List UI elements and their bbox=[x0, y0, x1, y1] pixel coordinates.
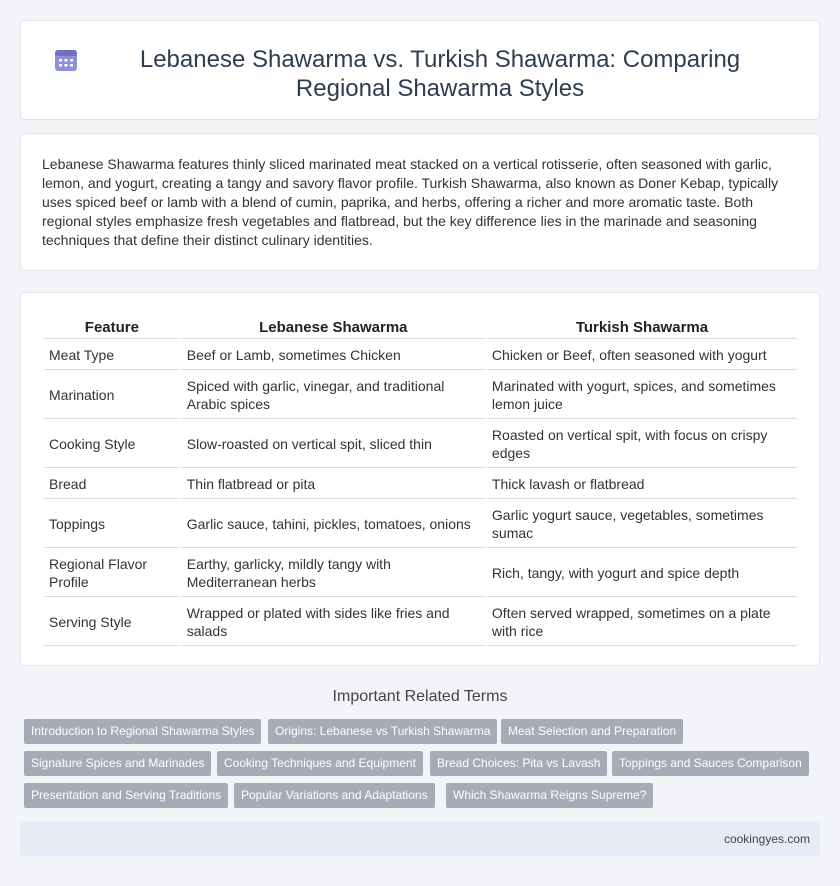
table-header-row bbox=[44, 318, 797, 339]
footer-site[interactable]: cookingyes.com bbox=[723, 832, 810, 846]
table-cell: Earthy, garlicky, mildly tangy with Mediterranean herbs bbox=[182, 550, 485, 597]
table-cell: Marinated with yogurt, spices, and sometimes lemon juice bbox=[487, 372, 797, 419]
table-cell: Chicken or Beef, often seasoned with yogurt bbox=[487, 341, 797, 370]
related-tag[interactable]: Toppings and Sauces Comparison bbox=[612, 751, 809, 776]
table-cell: Roasted on vertical spit, with focus on crispy edges bbox=[487, 421, 797, 468]
table-row bbox=[44, 421, 797, 468]
table-cell: Spiced with garlic, vinegar, and traditional Arabic spices bbox=[182, 372, 485, 419]
related-tag[interactable]: Introduction to Regional Shawarma Styles bbox=[24, 719, 261, 744]
table-cell: Bread bbox=[44, 470, 180, 499]
table-cell: Wrapped or plated with sides like fries and salads bbox=[182, 599, 485, 646]
table-row bbox=[44, 470, 797, 499]
related-tag[interactable]: Bread Choices: Pita vs Lavash bbox=[430, 751, 607, 776]
comparison-table bbox=[42, 316, 799, 648]
table-cell: Slow-roasted on vertical spit, sliced thin bbox=[182, 421, 485, 468]
table-row bbox=[44, 501, 797, 548]
table-cell: Marination bbox=[44, 372, 180, 419]
table-cell: Often served wrapped, sometimes on a plate with rice bbox=[487, 599, 797, 646]
related-tag[interactable]: Presentation and Serving Traditions bbox=[24, 783, 228, 808]
table-cell: Cooking Style bbox=[44, 421, 180, 468]
table-cell: Toppings bbox=[44, 501, 180, 548]
intro-paragraph: Lebanese Shawarma features thinly sliced marinated meat stacked on a vertical rotisserie, often seasoned with garlic, lemon, and yogurt, creating a tangy and savory flavor profile. Turkish Shawarma, also known as Doner Kebap, typically uses spiced beef or lamb with a blend of cumin, paprika, and herbs, offering a richer and more aromatic taste. Both regional styles emphasize fresh vegetables and flatbread, but the key difference lies in the marinade and seasoning techniques that define their distinct culinary identities. bbox=[42, 156, 779, 248]
table-row bbox=[44, 341, 797, 370]
header-feature: Feature bbox=[44, 318, 180, 339]
page-title: Lebanese Shawarma vs. Turkish Shawarma: Comparing Regional Shawarma Styles bbox=[139, 46, 741, 102]
table-cell: Beef or Lamb, sometimes Chicken bbox=[182, 341, 485, 370]
table-row bbox=[44, 550, 797, 597]
table-cell: Meat Type bbox=[44, 341, 180, 370]
table-row bbox=[44, 599, 797, 646]
table-cell: Serving Style bbox=[44, 599, 180, 646]
header-turkish: Turkish Shawarma bbox=[487, 318, 797, 339]
table-cell: Garlic yogurt sauce, vegetables, sometimes sumac bbox=[487, 501, 797, 548]
table-cell: Rich, tangy, with yogurt and spice depth bbox=[487, 550, 797, 597]
related-tag[interactable]: Cooking Techniques and Equipment bbox=[217, 751, 423, 776]
related-terms-heading: Important Related Terms bbox=[332, 688, 508, 705]
table-cell: Thick lavash or flatbread bbox=[487, 470, 797, 499]
table-row bbox=[44, 372, 797, 419]
related-tag[interactable]: Meat Selection and Preparation bbox=[501, 719, 683, 744]
related-tag[interactable]: Signature Spices and Marinades bbox=[24, 751, 211, 776]
table-cell: Regional Flavor Profile bbox=[44, 550, 180, 597]
related-tag[interactable]: Origins: Lebanese vs Turkish Shawarma bbox=[268, 719, 497, 744]
table-cell: Garlic sauce, tahini, pickles, tomatoes, onions bbox=[182, 501, 485, 548]
header-lebanese: Lebanese Shawarma bbox=[182, 318, 485, 339]
intro-card bbox=[20, 133, 820, 271]
table-cell: Thin flatbread or pita bbox=[182, 470, 485, 499]
footer bbox=[20, 822, 820, 856]
related-tag[interactable]: Popular Variations and Adaptations bbox=[234, 783, 435, 808]
related-tag[interactable]: Which Shawarma Reigns Supreme? bbox=[446, 783, 653, 808]
title-card bbox=[20, 20, 820, 120]
comparison-card bbox=[20, 292, 820, 666]
